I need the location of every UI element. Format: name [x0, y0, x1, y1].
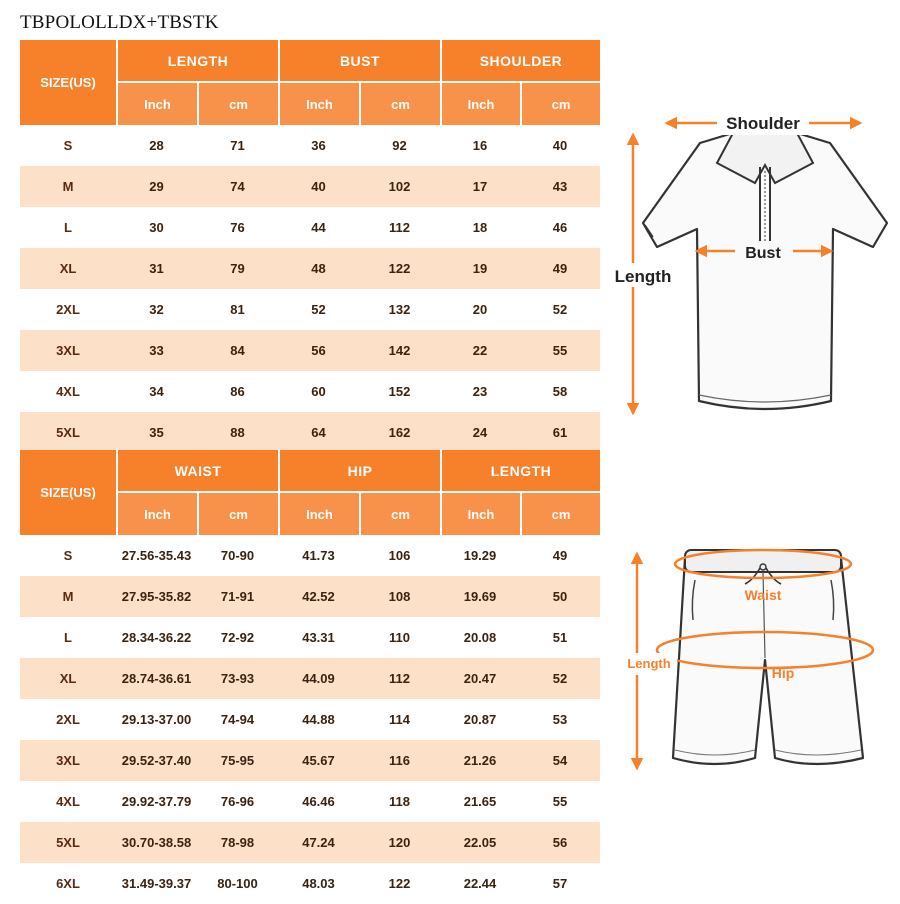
measurement-cell: 49: [520, 248, 600, 289]
measurement-cell: 80-100: [197, 863, 278, 904]
shorts-icon: [673, 550, 863, 764]
table-row: [20, 863, 600, 904]
measurement-cell: 20.08: [440, 617, 520, 658]
measurement-cell: 35: [116, 412, 197, 453]
measurement-cell: 110: [359, 617, 440, 658]
measurement-cell: 120: [359, 822, 440, 863]
measurement-cell: 71: [197, 125, 278, 166]
measurement-cell: 21.26: [440, 740, 520, 781]
measurement-cell: 73-93: [197, 658, 278, 699]
size-label: M: [20, 576, 116, 617]
measurement-cell: 64: [278, 412, 359, 453]
measurement-cell: 112: [359, 658, 440, 699]
measurement-cell: 41.73: [278, 535, 359, 576]
measurement-cell: 114: [359, 699, 440, 740]
measurement-cell: 34: [116, 371, 197, 412]
measurement-cell: 40: [278, 166, 359, 207]
measurement-cell: 49: [520, 535, 600, 576]
measurement-cell: 19.29: [440, 535, 520, 576]
measurement-cell: 74: [197, 166, 278, 207]
measurement-cell: 57: [520, 863, 600, 904]
measurement-cell: 122: [359, 863, 440, 904]
measurement-cell: 30: [116, 207, 197, 248]
shorts-diagram: [615, 540, 895, 780]
size-label: S: [20, 125, 116, 166]
measurement-cell: 81: [197, 289, 278, 330]
measurement-cell: 29.52-37.40: [116, 740, 197, 781]
measurement-cell: 32: [116, 289, 197, 330]
measurement-cell: 152: [359, 371, 440, 412]
measurement-cell: 52: [520, 289, 600, 330]
measurement-cell: 47.24: [278, 822, 359, 863]
measurement-cell: 76-96: [197, 781, 278, 822]
measurement-cell: 52: [520, 658, 600, 699]
size-header: SIZE(US): [20, 450, 116, 535]
measurement-cell: 75-95: [197, 740, 278, 781]
measurement-cell: 72-92: [197, 617, 278, 658]
measurement-cell: 102: [359, 166, 440, 207]
size-label: 3XL: [20, 330, 116, 371]
measurement-cell: 52: [278, 289, 359, 330]
measurement-cell: 116: [359, 740, 440, 781]
unit-header: cm: [520, 83, 600, 125]
table-row: [20, 125, 600, 166]
table-row: [20, 535, 600, 576]
measurement-cell: 79: [197, 248, 278, 289]
measurement-cell: 27.95-35.82: [116, 576, 197, 617]
measurement-cell: 28.74-36.61: [116, 658, 197, 699]
table-row: [20, 617, 600, 658]
size-label: 5XL: [20, 412, 116, 453]
measurement-cell: 44.88: [278, 699, 359, 740]
measurement-cell: 76: [197, 207, 278, 248]
table-row: [20, 371, 600, 412]
measurement-cell: 88: [197, 412, 278, 453]
measurement-cell: 29.92-37.79: [116, 781, 197, 822]
measurement-cell: 21.65: [440, 781, 520, 822]
measurement-cell: 55: [520, 330, 600, 371]
size-label: S: [20, 535, 116, 576]
unit-header: Inch: [278, 493, 359, 535]
measurement-cell: 56: [520, 822, 600, 863]
measurement-cell: 45.67: [278, 740, 359, 781]
measurement-cell: 48: [278, 248, 359, 289]
measurement-cell: 70-90: [197, 535, 278, 576]
measurement-cell: 43.31: [278, 617, 359, 658]
size-label: 4XL: [20, 371, 116, 412]
measurement-cell: 112: [359, 207, 440, 248]
unit-header: Inch: [440, 493, 520, 535]
measurement-cell: 56: [278, 330, 359, 371]
size-label: 2XL: [20, 699, 116, 740]
measurement-cell: 142: [359, 330, 440, 371]
measurement-cell: 44: [278, 207, 359, 248]
unit-header: cm: [197, 83, 278, 125]
measurement-cell: 28.34-36.22: [116, 617, 197, 658]
unit-header: cm: [359, 493, 440, 535]
measurement-cell: 118: [359, 781, 440, 822]
measurement-cell: 31: [116, 248, 197, 289]
measurement-cell: 17: [440, 166, 520, 207]
measurement-cell: 46: [520, 207, 600, 248]
measurement-cell: 86: [197, 371, 278, 412]
size-label: 3XL: [20, 740, 116, 781]
hip-label: Hip: [771, 665, 795, 681]
shoulder-header: SHOULDER: [440, 40, 600, 83]
measurement-cell: 55: [520, 781, 600, 822]
table-row: [20, 822, 600, 863]
measurement-cell: 106: [359, 535, 440, 576]
measurement-cell: 58: [520, 371, 600, 412]
table-row: [20, 289, 600, 330]
measurement-cell: 19.69: [440, 576, 520, 617]
measurement-cell: 122: [359, 248, 440, 289]
measurement-cell: 42.52: [278, 576, 359, 617]
page-title: TBPOLOLLDX+TBSTK: [20, 12, 219, 33]
measurement-cell: 20: [440, 289, 520, 330]
waist-header: WAIST: [116, 450, 278, 493]
measurement-cell: 20.87: [440, 699, 520, 740]
measurement-cell: 24: [440, 412, 520, 453]
unit-header: Inch: [440, 83, 520, 125]
size-header: SIZE(US): [20, 40, 116, 125]
measurement-cell: 29.13-37.00: [116, 699, 197, 740]
unit-header: cm: [197, 493, 278, 535]
measurement-cell: 27.56-35.43: [116, 535, 197, 576]
shorts-size-table: [20, 450, 600, 904]
size-label: 5XL: [20, 822, 116, 863]
measurement-cell: 40: [520, 125, 600, 166]
measurement-cell: 22.05: [440, 822, 520, 863]
measurement-cell: 44.09: [278, 658, 359, 699]
table-row: [20, 207, 600, 248]
size-label: 6XL: [20, 863, 116, 904]
size-label: 2XL: [20, 289, 116, 330]
table-row: [20, 740, 600, 781]
measurement-cell: 84: [197, 330, 278, 371]
size-label: L: [20, 207, 116, 248]
table-row: [20, 781, 600, 822]
length-label: Length: [627, 656, 671, 671]
length-label: Length: [614, 267, 672, 286]
measurement-cell: 78-98: [197, 822, 278, 863]
measurement-cell: 43: [520, 166, 600, 207]
length-header: LENGTH: [440, 450, 600, 493]
measurement-cell: 51: [520, 617, 600, 658]
shoulder-label: Shoulder: [726, 114, 800, 133]
polo-shirt-diagram: [605, 105, 895, 425]
measurement-cell: 108: [359, 576, 440, 617]
measurement-cell: 61: [520, 412, 600, 453]
measurement-cell: 23: [440, 371, 520, 412]
size-label: XL: [20, 248, 116, 289]
measurement-cell: 54: [520, 740, 600, 781]
shirt-size-table: [20, 40, 600, 453]
unit-header: cm: [359, 83, 440, 125]
unit-header: Inch: [278, 83, 359, 125]
bust-header: BUST: [278, 40, 440, 83]
measurement-cell: 92: [359, 125, 440, 166]
measurement-cell: 53: [520, 699, 600, 740]
table-row: [20, 166, 600, 207]
table-row: [20, 699, 600, 740]
hip-header: HIP: [278, 450, 440, 493]
measurement-cell: 50: [520, 576, 600, 617]
measurement-cell: 36: [278, 125, 359, 166]
measurement-cell: 31.49-39.37: [116, 863, 197, 904]
measurement-cell: 48.03: [278, 863, 359, 904]
measurement-cell: 74-94: [197, 699, 278, 740]
bust-label: Bust: [745, 245, 781, 262]
table-row: [20, 248, 600, 289]
measurement-cell: 16: [440, 125, 520, 166]
length-header: LENGTH: [116, 40, 278, 83]
measurement-cell: 132: [359, 289, 440, 330]
unit-header: Inch: [116, 83, 197, 125]
waist-label: Waist: [744, 587, 782, 603]
measurement-cell: 71-91: [197, 576, 278, 617]
table-row: [20, 330, 600, 371]
table-row: [20, 412, 600, 453]
measurement-cell: 28: [116, 125, 197, 166]
unit-header: cm: [520, 493, 600, 535]
measurement-cell: 20.47: [440, 658, 520, 699]
measurement-cell: 19: [440, 248, 520, 289]
size-label: XL: [20, 658, 116, 699]
table-row: [20, 576, 600, 617]
measurement-cell: 60: [278, 371, 359, 412]
size-label: M: [20, 166, 116, 207]
measurement-cell: 30.70-38.58: [116, 822, 197, 863]
measurement-cell: 33: [116, 330, 197, 371]
measurement-cell: 162: [359, 412, 440, 453]
measurement-cell: 29: [116, 166, 197, 207]
measurement-cell: 18: [440, 207, 520, 248]
measurement-cell: 22.44: [440, 863, 520, 904]
table-row: [20, 658, 600, 699]
size-label: L: [20, 617, 116, 658]
measurement-cell: 22: [440, 330, 520, 371]
size-label: 4XL: [20, 781, 116, 822]
measurement-cell: 46.46: [278, 781, 359, 822]
unit-header: Inch: [116, 493, 197, 535]
